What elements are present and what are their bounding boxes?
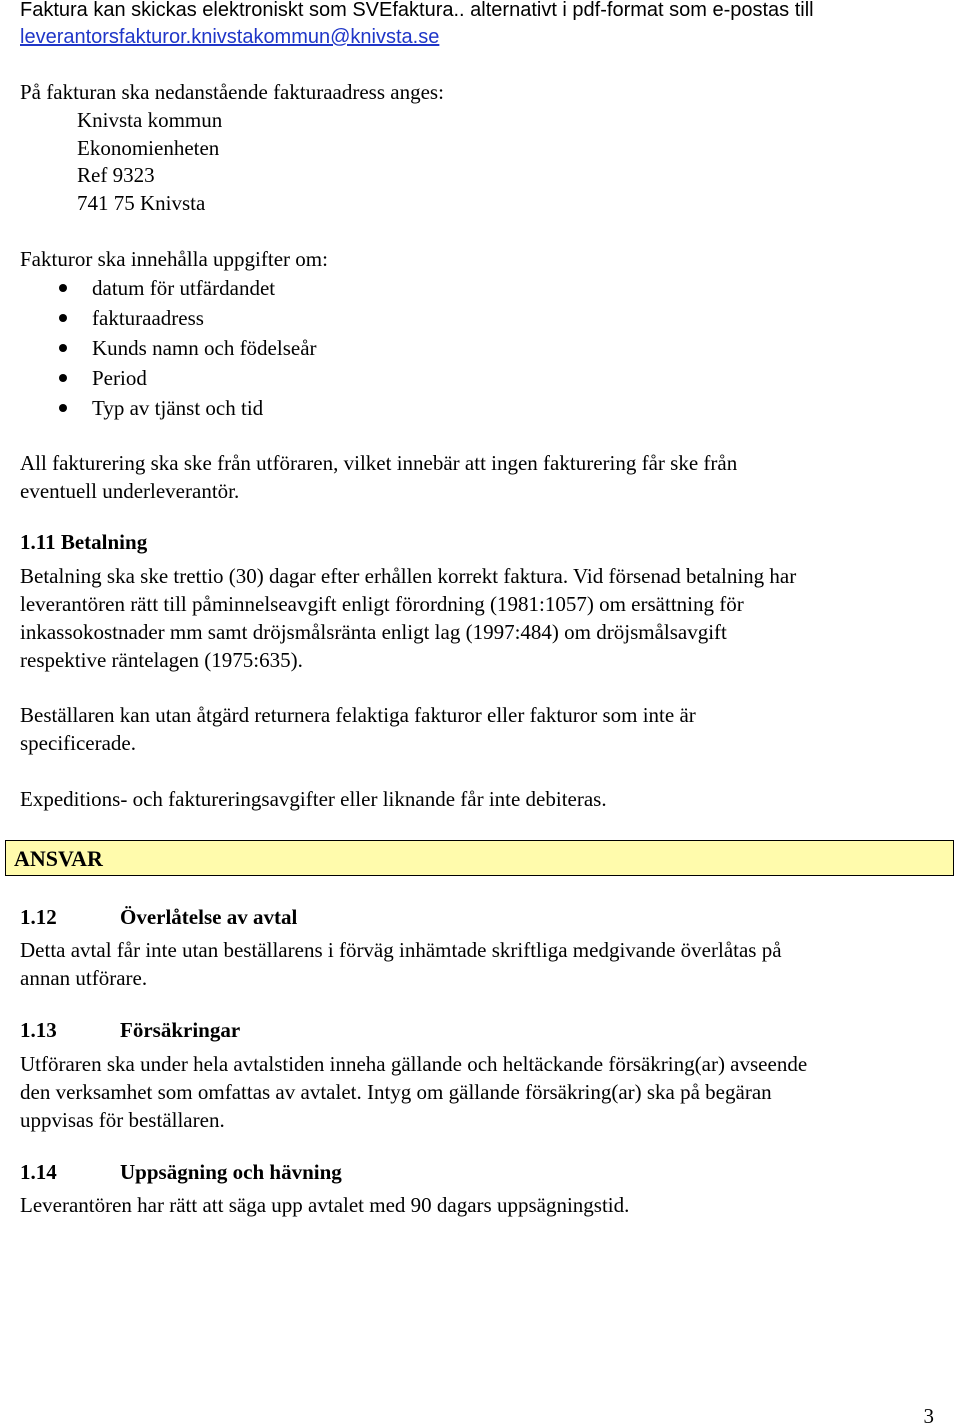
section-heading: 1.11 Betalning — [20, 530, 148, 554]
paragraph-line: Leverantören har rätt att säga upp avtalet med 90 dagars uppsägningstid. — [20, 1193, 630, 1217]
paragraph-line: inkassokostnader mm samt dröjsmålsränta enligt lag (1997:484) om dröjsmålsavgift — [20, 620, 727, 644]
paragraph-line: Utföraren ska under hela avtalstiden inneha gällande och heltäckande försäkring(ar) avseende — [20, 1052, 808, 1076]
paragraph-line: Detta avtal får inte utan beställarens i förväg inhämtade skriftliga medgivande överlåtas på — [20, 938, 782, 962]
paragraph-line: den verksamhet som omfattas av avtalet. Intyg om gällande försäkring(ar) ska på begäran — [20, 1080, 772, 1104]
section-number: 1.13 — [20, 1018, 57, 1042]
section-title: Överlåtelse av avtal — [120, 905, 298, 929]
paragraph-line: leverantören rätt till påminnelseavgift enligt förordning (1981:1057) om ersättning för — [20, 592, 744, 616]
section-title: Försäkringar — [120, 1018, 241, 1042]
address-line: Knivsta kommun — [77, 108, 223, 132]
address-line: 741 75 Knivsta — [77, 191, 206, 215]
bullet-icon — [59, 284, 67, 292]
paragraph-line: All fakturering ska ske från utföraren, vilket innebär att ingen fakturering får ske från — [20, 451, 738, 475]
bullet-icon — [59, 404, 67, 412]
section-title: Uppsägning och hävning — [120, 1160, 342, 1184]
list-item: Typ av tjänst och tid — [92, 396, 264, 420]
paragraph-line: uppvisas för beställaren. — [20, 1108, 225, 1132]
email-link[interactable]: leverantorsfakturor.knivstakommun@knivsta.se — [20, 26, 440, 48]
address-line: Ref 9323 — [77, 163, 155, 187]
paragraph-line: Beställaren kan utan åtgärd returnera felaktiga fakturor eller fakturor som inte är — [20, 703, 696, 727]
paragraph-line: respektive räntelagen (1975:635). — [20, 648, 303, 672]
list-item: datum för utfärdandet — [92, 276, 276, 300]
paragraph-line: specificerade. — [20, 731, 137, 755]
paragraph-line: Betalning ska ske trettio (30) dagar efter erhållen korrekt faktura. Vid försenad betalning har — [20, 564, 797, 588]
address-line: Ekonomienheten — [77, 136, 220, 160]
list-item: Kunds namn och födelseår — [92, 336, 317, 360]
page-number: 3 — [923, 1404, 934, 1428]
address-intro: På fakturan ska nedanstående fakturaadress anges: — [20, 80, 444, 104]
list-item: Period — [92, 366, 147, 390]
list-item: fakturaadress — [92, 306, 204, 330]
paragraph-line: annan utförare. — [20, 966, 148, 990]
section-number: 1.14 — [20, 1160, 57, 1184]
intro-line: Faktura kan skickas elektroniskt som SVEfaktura.. alternativt i pdf-format som e-postas till — [20, 0, 814, 21]
bullet-icon — [59, 314, 67, 322]
ansvar-banner — [5, 840, 954, 876]
ansvar-label: ANSVAR — [14, 846, 103, 871]
list-intro: Fakturor ska innehålla uppgifter om: — [20, 247, 328, 271]
paragraph-line: Expeditions- och faktureringsavgifter eller liknande får inte debiteras. — [20, 787, 607, 811]
bullet-icon — [59, 344, 67, 352]
section-number: 1.12 — [20, 905, 57, 929]
bullet-icon — [59, 374, 67, 382]
paragraph-line: eventuell underleverantör. — [20, 479, 240, 503]
